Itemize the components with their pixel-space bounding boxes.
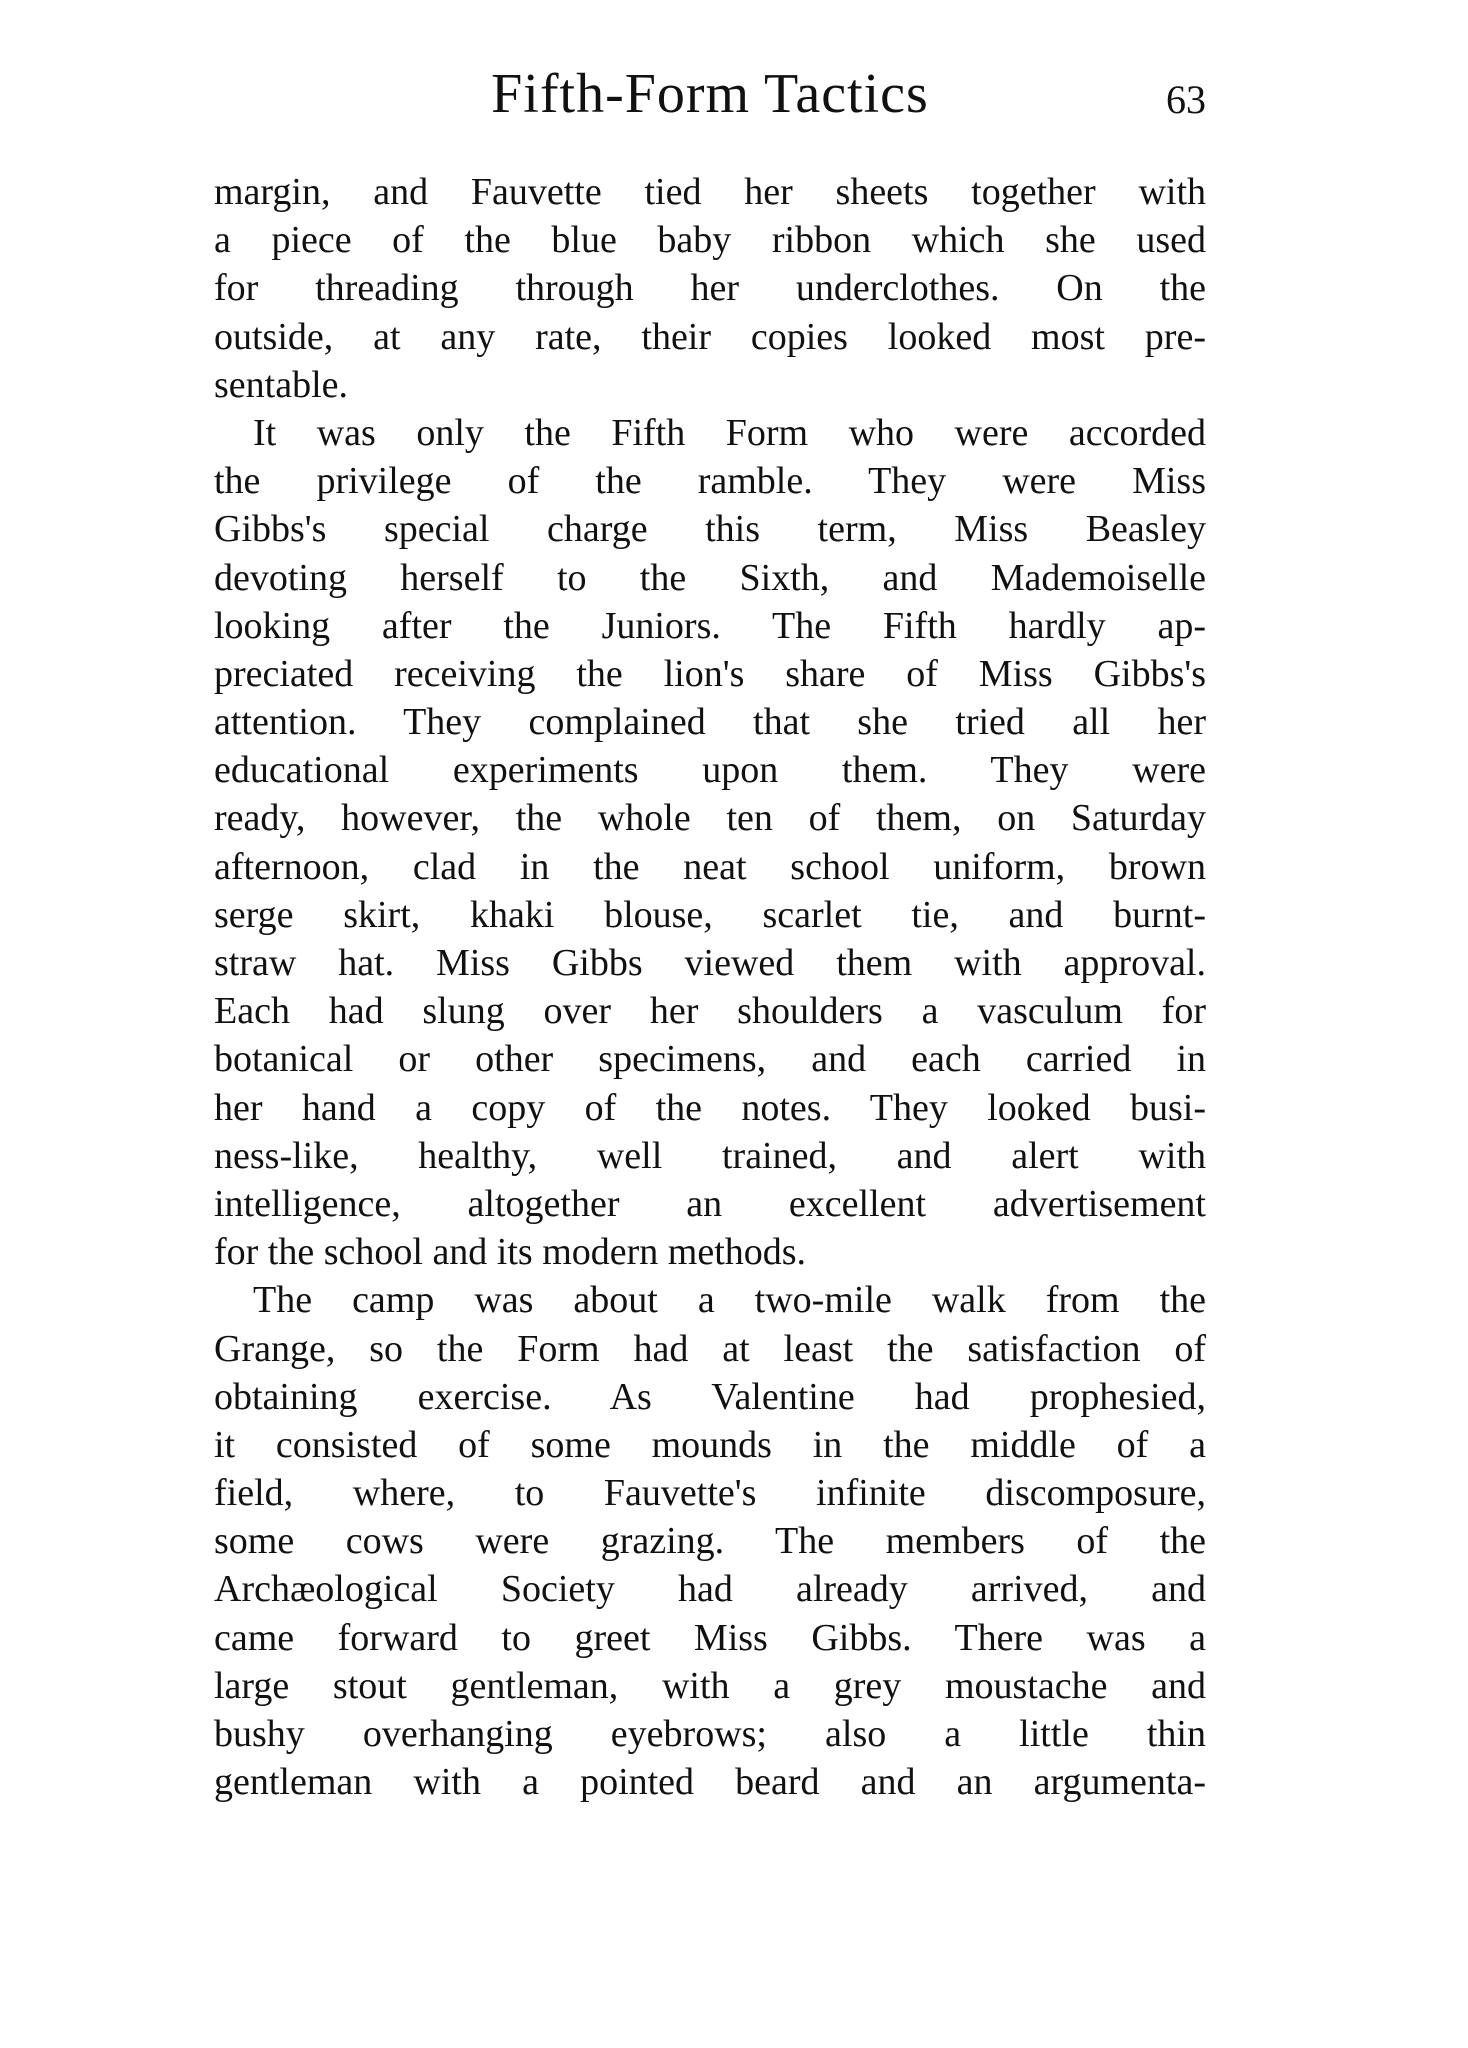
paragraph <box>214 409 1206 1276</box>
paragraph <box>214 168 1206 409</box>
text-line: straw hat. Miss Gibbs viewed them with approval. <box>214 942 1206 984</box>
text-line: some cows were grazing. The members of the <box>214 1520 1206 1563</box>
text-line: Each had slung over her shoulders a vasculum for <box>214 990 1206 1033</box>
text-line: Archæological Society had already arrived, and <box>214 1568 1206 1611</box>
text-line: bushy overhanging eyebrows; also a little thin <box>214 1713 1206 1755</box>
text-line: field, where, to Fauvette's infinite discomposure, <box>214 1472 1206 1515</box>
page-header <box>214 62 1206 132</box>
text-line: afternoon, clad in the neat school uniform, brown <box>214 845 1206 888</box>
text-line: large stout gentleman, with a grey moustache and <box>214 1664 1206 1707</box>
text-line: came forward to greet Miss Gibbs. There was a <box>214 1616 1206 1659</box>
text-line: for the school and its modern methods. <box>214 1231 807 1274</box>
text-line: ness-like, healthy, well trained, and alert with <box>214 1134 1206 1177</box>
body-text <box>214 168 1206 1806</box>
text-line: preciated receiving the lion's share of Miss Gibbs's <box>214 652 1206 695</box>
text-line: It was only the Fifth Form who were accorded <box>253 411 1206 454</box>
text-line: attention. They complained that she tried all her <box>214 701 1206 744</box>
text-line: intelligence, altogether an excellent advertisement <box>214 1182 1206 1225</box>
page-number: 63 <box>1166 77 1206 122</box>
text-line: ready, however, the whole ten of them, on Saturday <box>214 797 1206 840</box>
text-line: The camp was about a two-mile walk from the <box>253 1279 1206 1322</box>
text-line: outside, at any rate, their copies looked most pre- <box>214 315 1206 358</box>
text-line: her hand a copy of the notes. They looked busi- <box>214 1086 1206 1129</box>
text-line: gentleman with a pointed beard and an argumenta- <box>214 1761 1206 1804</box>
text-line: sentable. <box>214 363 349 406</box>
text-line: obtaining exercise. As Valentine had prophesied, <box>214 1375 1206 1418</box>
text-line: for threading through her underclothes. On the <box>214 267 1206 310</box>
text-line: serge skirt, khaki blouse, scarlet tie, and burnt- <box>214 893 1206 936</box>
text-line: Grange, so the Form had at least the satisfaction of <box>214 1327 1206 1370</box>
text-line: educational experiments upon them. They were <box>214 749 1206 792</box>
text-line: looking after the Juniors. The Fifth hardly ap- <box>214 604 1206 647</box>
text-line: botanical or other specimens, and each carried in <box>214 1038 1206 1081</box>
text-line: margin, and Fauvette tied her sheets together with <box>214 171 1206 213</box>
text-line: the privilege of the ramble. They were Miss <box>214 460 1206 503</box>
text-line: Gibbs's special charge this term, Miss Beasley <box>214 508 1206 551</box>
text-line: a piece of the blue baby ribbon which she used <box>214 219 1206 262</box>
text-line: devoting herself to the Sixth, and Mademoiselle <box>214 556 1206 599</box>
text-line: it consisted of some mounds in the middle of a <box>214 1423 1206 1466</box>
running-title: Fifth-Form Tactics <box>491 63 929 125</box>
paragraph <box>214 1276 1206 1806</box>
